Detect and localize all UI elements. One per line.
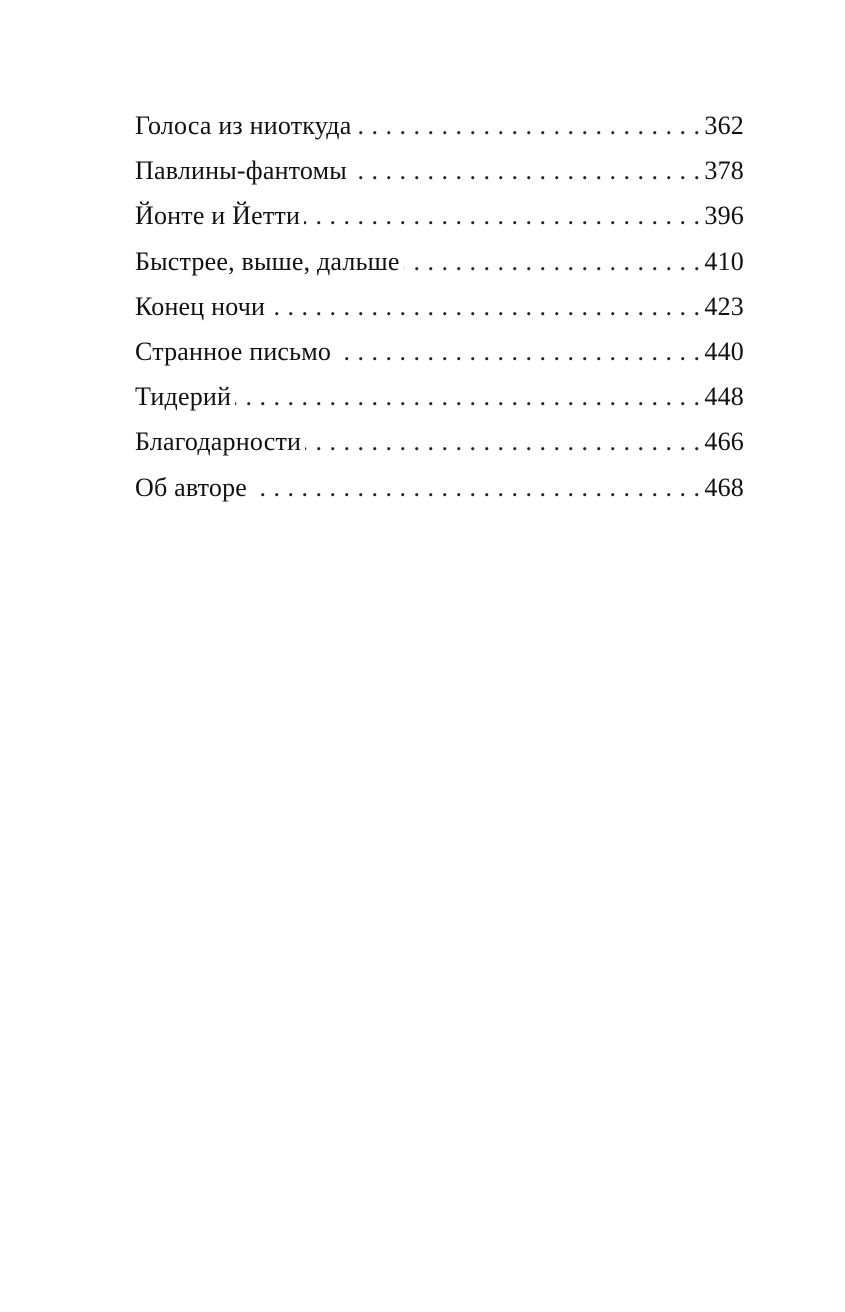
toc-entry <box>135 193 744 238</box>
toc-entry <box>135 239 744 284</box>
toc-entry <box>135 329 744 374</box>
toc-entry-title: Благодарности <box>135 427 302 457</box>
dot-leader <box>351 148 700 193</box>
dot-leader <box>404 239 700 284</box>
toc-entry-title: Конец ночи <box>135 291 266 321</box>
toc-entry <box>135 284 744 329</box>
dot-leader <box>305 419 700 464</box>
toc-entry-title: Быстрее, выше, дальше <box>135 246 400 276</box>
toc-entry-title: Голоса из ниоткуда <box>135 111 352 140</box>
dot-leader <box>355 103 700 148</box>
toc-entry-page: 440 <box>704 336 744 366</box>
toc-entry-page: 396 <box>704 201 744 231</box>
toc-entry <box>135 103 744 148</box>
toc-entry <box>135 374 744 419</box>
toc-entry-page: 448 <box>704 382 744 412</box>
toc-entry-title: Об авторе <box>135 472 248 502</box>
toc-entry-page: 378 <box>704 156 744 186</box>
dot-leader <box>251 465 700 510</box>
dot-leader <box>269 284 700 329</box>
toc-entry-title: Тидерий <box>135 382 232 412</box>
dot-leader <box>335 329 700 374</box>
toc-entry-page: 466 <box>704 427 744 457</box>
toc-entry-page: 468 <box>704 472 744 502</box>
toc-entry-title: Странное письмо <box>135 336 332 366</box>
toc-entry-page: 362 <box>704 111 744 140</box>
dot-leader <box>304 193 700 238</box>
table-of-contents <box>135 103 744 510</box>
toc-entry <box>135 419 744 464</box>
toc-entry <box>135 465 744 510</box>
toc-entry-title: Павлины-фантомы <box>135 156 347 186</box>
toc-entry <box>135 148 744 193</box>
toc-entry-title: Йонте и Йетти <box>135 201 301 231</box>
dot-leader <box>235 374 700 419</box>
toc-entry-page: 423 <box>704 291 744 321</box>
toc-entry-page: 410 <box>704 246 744 276</box>
